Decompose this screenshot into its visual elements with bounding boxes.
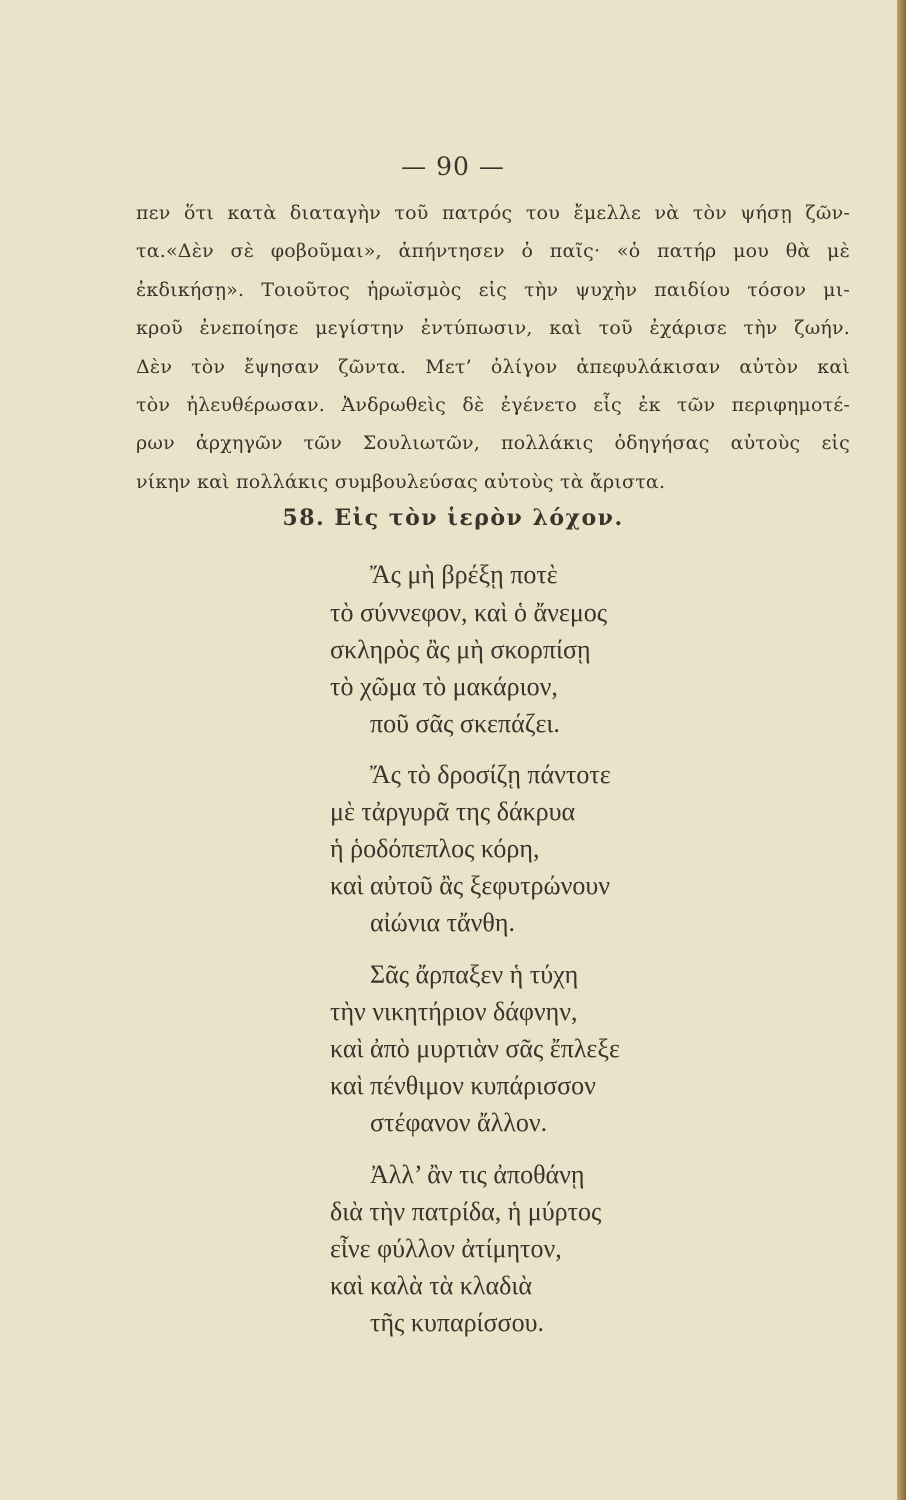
poem-line: ἡ ῥοδόπεπλος κόρη, xyxy=(330,834,540,863)
poem-title: 58. Εἰς τὸν ἱερὸν λόχον. xyxy=(282,505,624,531)
poem-line: τὸ χῶμα τὸ μακάριον, xyxy=(330,672,558,701)
poem-line: εἶνε φύλλον ἀτίμητον, xyxy=(330,1234,562,1263)
prose-line: πεν ὅτι κατὰ διαταγὴν τοῦ πατρός του ἔμελλε νὰ τὸν ψήσῃ ζῶν- xyxy=(136,202,850,224)
poem-line: στέφανον ἄλλον. xyxy=(370,1108,548,1137)
poem-line: σκληρὸς ἂς μὴ σκορπίσῃ xyxy=(330,635,591,664)
poem-line: Ἄς μὴ βρέξῃ ποτὲ xyxy=(370,560,558,589)
prose-line: ἐκδικήσῃ». Τοιοῦτος ἡρωϊσμὸς εἰς τὴν ψυχὴν παιδίου τόσον μι- xyxy=(136,278,850,301)
poem-line: καὶ ἀπὸ μυρτιὰν σᾶς ἔπλεξε xyxy=(330,1034,620,1063)
poem-line: ποῦ σᾶς σκεπάζει. xyxy=(370,709,560,738)
poem-line: Σᾶς ἄρπαξεν ἡ τύχη xyxy=(370,960,579,989)
prose-line: τὸν ἠλευθέρωσαν. Ἀνδρωθεὶς δὲ ἐγένετο εἷς ἐκ τῶν περιφημοτέ- xyxy=(136,394,850,417)
poem-line: αἰώνια τἄνθη. xyxy=(370,908,515,937)
poem-line: μὲ τἀργυρᾶ της δάκρυα xyxy=(330,797,576,826)
poem-line: καὶ αὐτοῦ ἂς ξεφυτρώνουν xyxy=(330,871,611,900)
prose-line: τα.«Δὲν σὲ φοβοῦμαι», ἀπήντησεν ὁ παῖς· «ὁ πατήρ μου θὰ μὲ xyxy=(136,240,850,263)
poem-line: τὴν νικητήριον δάφνην, xyxy=(330,997,578,1026)
prose-line: Δὲν τὸν ἔψησαν ζῶντα. Μετ’ ὀλίγον ἀπεφυλάκισαν αὐτὸν καὶ xyxy=(136,355,850,378)
poem-line: καὶ καλὰ τὰ κλαδιὰ xyxy=(330,1271,532,1300)
poem-line: διὰ τὴν πατρίδα, ἡ μύρτος xyxy=(330,1197,602,1226)
poem-line: τὸ σύννεφον, καὶ ὁ ἄνεμος xyxy=(330,598,608,627)
poem-line: τῆς κυπαρίσσου. xyxy=(370,1308,544,1337)
page-binding-edge xyxy=(897,0,906,1500)
page-number: — 90 — xyxy=(401,152,505,181)
prose-line: κροῦ ἐνεποίησε μεγίστην ἐντύπωσιν, καὶ τοῦ ἐχάρισε τὴν ζωήν. xyxy=(136,317,850,340)
prose-line: νίκην καὶ πολλάκις συμβουλεύσας αὐτοὺς τὰ ἄριστα. xyxy=(136,470,666,493)
prose-paragraph xyxy=(136,194,850,501)
poem-line: καὶ πένθιμον κυπάρισσον xyxy=(330,1071,596,1100)
poem-line: Ἄς τὸ δροσίζῃ πάντοτε xyxy=(370,760,611,789)
prose-line: ρων ἀρχηγῶν τῶν Σουλιωτῶν, πολλάκις ὁδηγήσας αὐτοὺς εἰς xyxy=(136,432,850,455)
poem-line: Ἀλλ’ ἂν τις ἀποθάνῃ xyxy=(370,1160,585,1189)
